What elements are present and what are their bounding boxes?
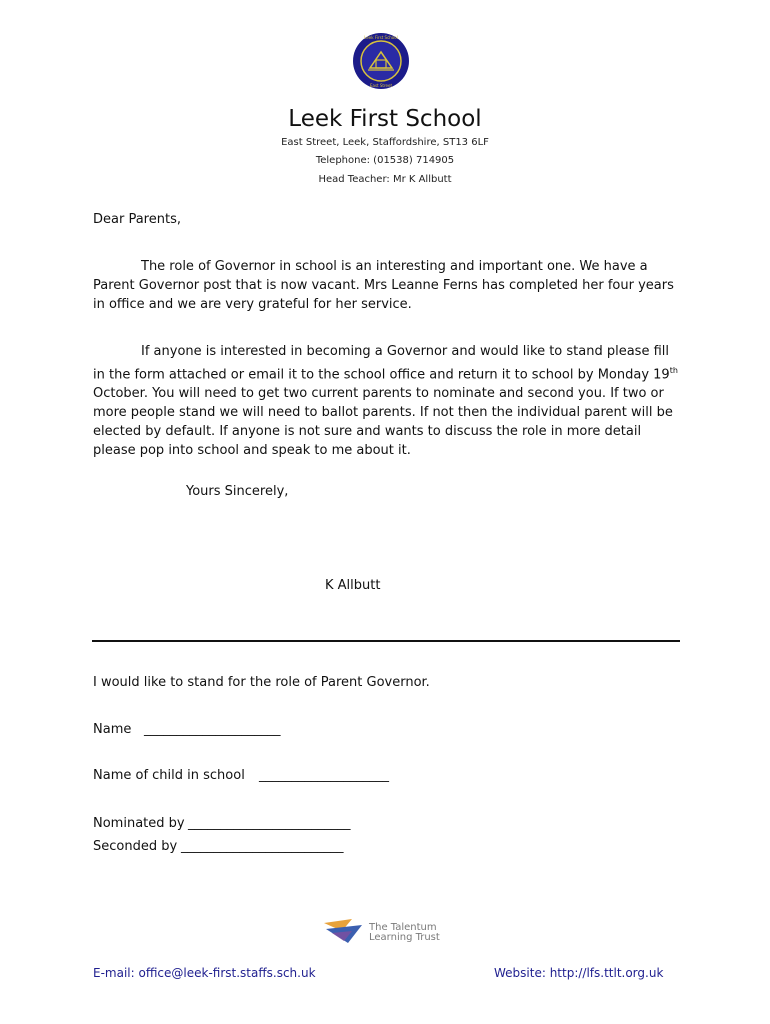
crest-ring-top-text: Leek First School: [364, 35, 398, 40]
footer-email-link[interactable]: E-mail: office@leek-first.staffs.sch.uk: [93, 966, 316, 980]
footer-website-link[interactable]: Website: http://lfs.ttlt.org.uk: [494, 966, 664, 980]
logo-line-1: The Talentum: [369, 922, 437, 933]
paragraph-how-to-apply-text-b: October. You will need to get two current parents to nominate and second you. If two or more people stand we will need to ballot parents. If not then the individual parent will be elected by default. If anyone is not sure and wants to discuss the role in more detail please pop into school and speak to me about it.: [93, 386, 673, 459]
paragraph-how-to-apply-text-a: If anyone is interested in becoming a Governor and would like to stand please fill in the form attached or email it to the school office and return it to school by Monday 19: [93, 344, 670, 383]
school-telephone: Telephone: (01538) 714905: [315, 155, 455, 166]
talentum-trust-icon: [322, 917, 366, 945]
nominated-by-label: Nominated by: [93, 816, 185, 831]
name-label: Name: [93, 722, 132, 737]
nominated-by-field-blank[interactable]: _________________________: [188, 816, 351, 831]
crest-ring-bottom-text: East Street: [369, 83, 393, 88]
school-address: East Street, Leek, Staffordshire, ST13 6LF: [281, 137, 489, 148]
logo-line-2: Learning Trust: [369, 932, 440, 943]
form-statement: I would like to stand for the role of Parent Governor.: [93, 675, 430, 690]
closing-yours-sincerely: Yours Sincerely,: [186, 484, 289, 499]
school-name-heading: Leek First School: [288, 106, 482, 132]
signature-name: K Allbutt: [325, 578, 381, 593]
head-teacher: Head Teacher: Mr K Allbutt: [318, 174, 452, 185]
date-ordinal-suffix: th: [669, 366, 678, 375]
paragraph-how-to-apply: [93, 342, 683, 460]
talentum-trust-logo: [322, 915, 452, 947]
name-field-blank[interactable]: _____________________: [144, 722, 281, 737]
school-crest-logo: [350, 32, 412, 90]
seconded-by-field-blank[interactable]: _________________________: [181, 839, 344, 854]
child-name-field-blank[interactable]: ____________________: [259, 768, 389, 783]
paragraph-governor-role: The role of Governor in school is an interesting and important one. We have a Parent Governor post that is now vacant. Mrs Leanne Ferns has completed her four years in office and we are very grateful for her service.: [93, 259, 674, 312]
seconded-by-label: Seconded by: [93, 839, 178, 854]
form-divider-line: [92, 640, 680, 642]
child-name-label: Name of child in school: [93, 768, 245, 783]
salutation: Dear Parents,: [93, 212, 181, 227]
